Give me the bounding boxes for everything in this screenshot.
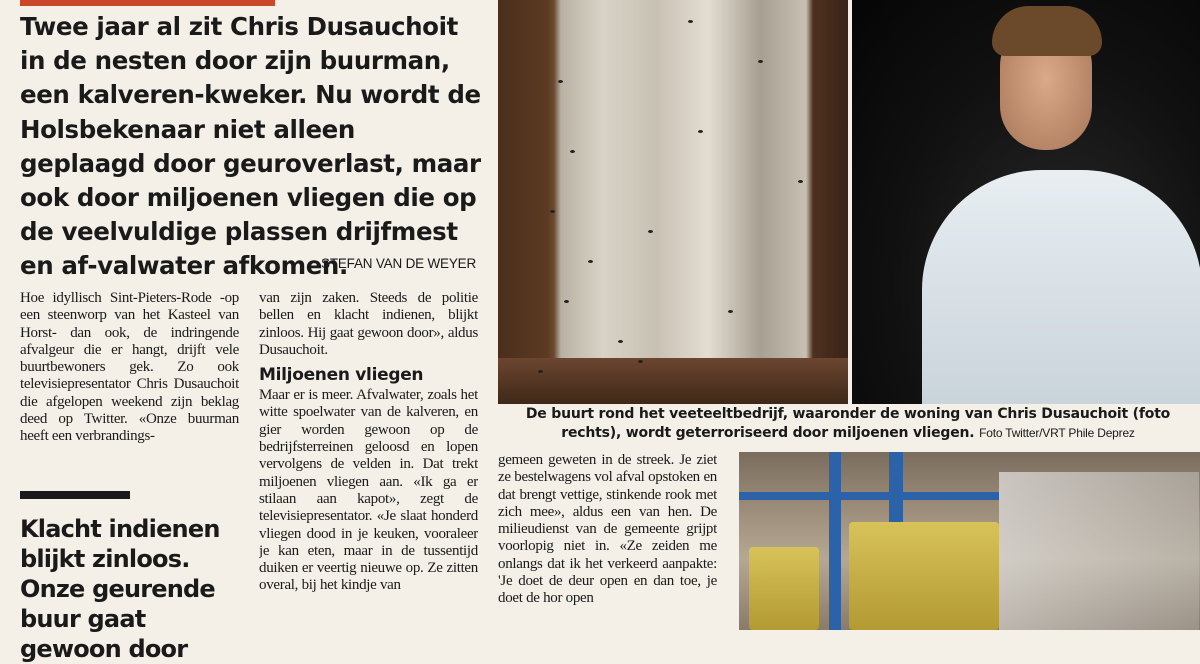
body-text: gemeen geweten in de streek. Je ziet ze bestelwagens vol afval opstoken en dat brengt vettige, stinkende rook met zich mee», aldus een van hen. De milieudienst van de gemeente grijpt voorlopig niet in. «Ze zeiden me onlangs dat ik het verkeerd aanpakte: 'Je doet de deur open en dan toe, je doet de hor open: [498, 452, 717, 607]
article-intro: Twee jaar al zit Chris Dusauchoit in de nesten door zijn buurman, een kalveren-kweker. Nu wordt de Holsbekenaar niet alleen geplaagd door geuroverlast, maar ook door miljoenen vliegen die op de veelvuldige plassen drijfmest en af-valwater afkomen.: [20, 12, 481, 281]
section-accent-bar: [20, 0, 275, 6]
pull-quote: Klacht indienen blijkt zinloos. Onze geurende buur gaat gewoon door: [20, 515, 220, 663]
photo-portrait: [852, 0, 1200, 404]
subheading: Miljoenen vliegen: [259, 365, 424, 386]
photo-caption: [498, 405, 1198, 443]
caption-text: De buurt rond het veeteeltbedrijf, waaronder de woning van Chris Dusauchoit (foto rechts), wordt geterroriseerd door miljoenen vliegen.: [525, 406, 1171, 441]
quote-divider: [20, 491, 130, 499]
portrait-shirt: [922, 170, 1200, 404]
photo-credit: Foto Twitter/VRT Phile Deprez: [979, 426, 1135, 440]
article-column-2: [259, 290, 478, 630]
body-text: van zijn zaken. Steeds de politie bellen en klacht indienen, blijkt zinloos. Hij gaat gewoon door», aldus Dusauchoit.: [259, 290, 478, 358]
author-byline: STEFAN VAN DE WEYER: [321, 256, 476, 271]
portrait-hair: [992, 6, 1102, 56]
plastic-wrap: [999, 472, 1199, 630]
body-text: Maar er is meer. Afvalwater, zoals het witte spoelwater van de kalveren, en gier worden gewoon op de bedrijfsterreinen geloosd en lopen vervolgens de velden in. Dat trekt miljoenen vliegen aan. «Ik ga er stilaan aan kapot», zegt de televisiepresentator. «Je slaat honderd vliegen dood in je keuken, vooraleer je kan eten, maar in de tussentijd duiken er veertig nieuwe op. Ze zitten overal, bij het kindje van: [259, 387, 478, 594]
photo-window-flies: [498, 0, 848, 404]
body-text: Hoe idyllisch Sint-Pieters-Rode -op een steenworp van het Kasteel van Horst- dan ook, de indringende afvalgeur die er hangt, drijft vele buurtbewoners gek. Zo ook televisiepresentator Chris Dusauchoit die afgelopen weekend zijn beklag deed op Twitter. «Onze buurman heeft een verbrandings-: [20, 290, 239, 445]
photo-storage-rack: [739, 452, 1200, 630]
article-column-3: [498, 452, 717, 630]
article-column-1: [20, 290, 239, 470]
window-sill: [498, 358, 848, 404]
